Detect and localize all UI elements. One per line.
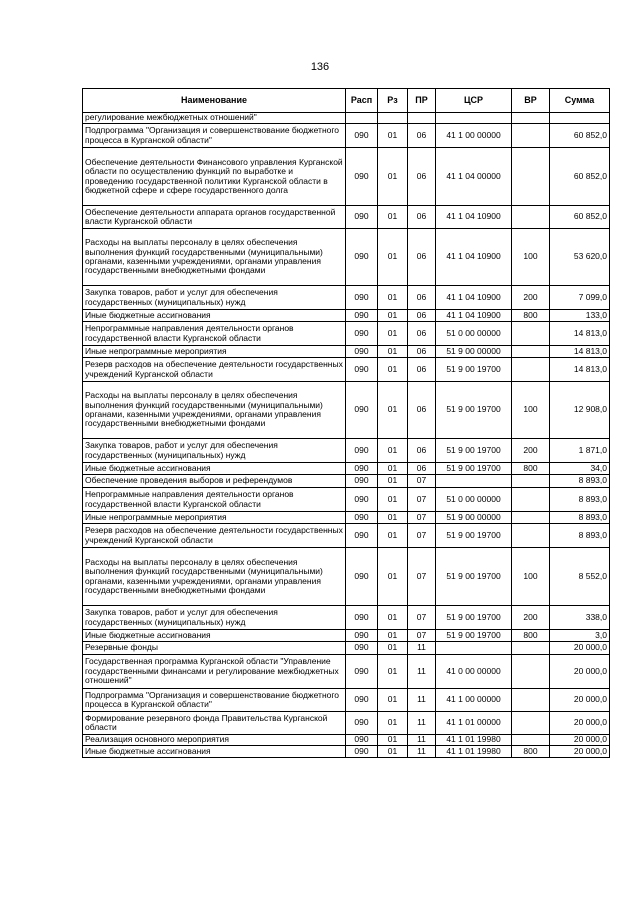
cell-csr	[436, 475, 512, 488]
cell-rz: 01	[378, 229, 408, 286]
cell-vr	[512, 642, 550, 655]
cell-vr: 200	[512, 606, 550, 630]
cell-csr: 41 1 01 19980	[436, 735, 512, 746]
cell-sum: 60 852,0	[550, 206, 610, 229]
cell-csr: 51 9 00 19700	[436, 630, 512, 642]
cell-name: Непрограммные направления деятельности органов государственной власти Курганской области	[83, 322, 346, 346]
cell-csr	[436, 642, 512, 655]
cell-vr: 100	[512, 548, 550, 606]
cell-rz: 01	[378, 439, 408, 463]
cell-pr: 07	[408, 630, 436, 642]
table-row	[83, 148, 610, 206]
cell-rasp: 090	[346, 475, 378, 488]
cell-pr: 06	[408, 322, 436, 346]
table-row	[83, 206, 610, 229]
cell-rz: 01	[378, 310, 408, 322]
cell-csr: 51 9 00 19700	[436, 548, 512, 606]
cell-rz: 01	[378, 286, 408, 310]
cell-rasp: 090	[346, 524, 378, 548]
cell-name: Иные бюджетные ассигнования	[83, 746, 346, 758]
cell-vr: 800	[512, 310, 550, 322]
cell-rasp: 090	[346, 548, 378, 606]
cell-rz: 01	[378, 689, 408, 712]
table-row	[83, 286, 610, 310]
cell-name: регулирование межбюджетных отношений"	[83, 113, 346, 124]
cell-csr: 51 9 00 00000	[436, 346, 512, 358]
cell-pr: 06	[408, 358, 436, 382]
cell-vr: 200	[512, 286, 550, 310]
cell-rasp: 090	[346, 512, 378, 524]
cell-rasp: 090	[346, 124, 378, 148]
header-vr: ВР	[512, 89, 550, 113]
cell-csr: 41 1 04 10900	[436, 310, 512, 322]
cell-vr	[512, 512, 550, 524]
cell-rasp: 090	[346, 689, 378, 712]
cell-sum: 8 893,0	[550, 512, 610, 524]
cell-rz: 01	[378, 463, 408, 475]
cell-sum	[550, 113, 610, 124]
header-rasp: Расп	[346, 89, 378, 113]
cell-name: Иные бюджетные ассигнования	[83, 630, 346, 642]
cell-rasp: 090	[346, 606, 378, 630]
header-pr: ПР	[408, 89, 436, 113]
cell-rasp	[346, 113, 378, 124]
cell-rz	[378, 113, 408, 124]
table-row	[83, 475, 610, 488]
table-row	[83, 524, 610, 548]
cell-rz: 01	[378, 382, 408, 439]
table-row	[83, 606, 610, 630]
cell-rasp: 090	[346, 310, 378, 322]
cell-rz: 01	[378, 524, 408, 548]
cell-rasp: 090	[346, 463, 378, 475]
table-row	[83, 689, 610, 712]
cell-rasp: 090	[346, 712, 378, 735]
cell-name: Закупка товаров, работ и услуг для обеспечения государственных (муниципальных) нужд	[83, 286, 346, 310]
cell-vr	[512, 655, 550, 689]
cell-sum: 14 813,0	[550, 346, 610, 358]
cell-name: Государственная программа Курганской области "Управление государственными финансами и регулирование межбюджетных отношений"	[83, 655, 346, 689]
table-row	[83, 512, 610, 524]
table-row	[83, 322, 610, 346]
table-row	[83, 113, 610, 124]
cell-rz: 01	[378, 512, 408, 524]
cell-sum: 20 000,0	[550, 689, 610, 712]
table-row	[83, 346, 610, 358]
cell-rasp: 090	[346, 229, 378, 286]
cell-sum: 8 893,0	[550, 475, 610, 488]
cell-csr: 41 0 00 00000	[436, 655, 512, 689]
cell-sum: 34,0	[550, 463, 610, 475]
cell-vr	[512, 148, 550, 206]
cell-rasp: 090	[346, 382, 378, 439]
cell-pr: 06	[408, 229, 436, 286]
cell-pr: 11	[408, 735, 436, 746]
cell-rasp: 090	[346, 206, 378, 229]
cell-sum: 8 893,0	[550, 488, 610, 512]
cell-pr	[408, 113, 436, 124]
cell-sum: 60 852,0	[550, 148, 610, 206]
budget-table	[82, 88, 610, 758]
cell-name: Расходы на выплаты персоналу в целях обеспечения выполнения функций государственными (муниципальными) органами, казенными учреждениями, органами управления государственными внебюджетными фондами	[83, 548, 346, 606]
cell-rasp: 090	[346, 358, 378, 382]
cell-pr: 06	[408, 463, 436, 475]
cell-csr: 41 1 01 00000	[436, 712, 512, 735]
cell-pr: 11	[408, 655, 436, 689]
cell-rasp: 090	[346, 286, 378, 310]
cell-pr: 11	[408, 712, 436, 735]
cell-pr: 06	[408, 206, 436, 229]
table-header-row	[83, 89, 610, 113]
cell-csr: 41 1 00 00000	[436, 124, 512, 148]
cell-rasp: 090	[346, 655, 378, 689]
cell-vr	[512, 488, 550, 512]
cell-vr	[512, 735, 550, 746]
cell-vr	[512, 524, 550, 548]
table-row	[83, 655, 610, 689]
cell-sum: 14 813,0	[550, 358, 610, 382]
cell-rasp: 090	[346, 148, 378, 206]
cell-sum: 133,0	[550, 310, 610, 322]
table-body	[83, 113, 610, 758]
cell-name: Расходы на выплаты персоналу в целях обеспечения выполнения функций государственными (муниципальными) органами, казенными учреждениями, органами управления государственными внебюджетными фондами	[83, 229, 346, 286]
cell-csr: 51 9 00 19700	[436, 463, 512, 475]
cell-name: Обеспечение деятельности аппарата органов государственной власти Курганской области	[83, 206, 346, 229]
cell-csr: 41 1 04 10900	[436, 229, 512, 286]
cell-rz: 01	[378, 735, 408, 746]
cell-rasp: 090	[346, 746, 378, 758]
cell-sum: 7 099,0	[550, 286, 610, 310]
cell-pr: 07	[408, 512, 436, 524]
table-row	[83, 463, 610, 475]
table-row	[83, 642, 610, 655]
cell-csr: 51 9 00 19700	[436, 382, 512, 439]
cell-name: Реализация основного мероприятия	[83, 735, 346, 746]
cell-name: Подпрограмма "Организация и совершенствование бюджетного процесса в Курганской области"	[83, 124, 346, 148]
cell-vr	[512, 346, 550, 358]
table-row	[83, 548, 610, 606]
cell-sum: 8 552,0	[550, 548, 610, 606]
cell-rz: 01	[378, 642, 408, 655]
cell-name: Резервные фонды	[83, 642, 346, 655]
cell-name: Закупка товаров, работ и услуг для обеспечения государственных (муниципальных) нужд	[83, 606, 346, 630]
cell-pr: 06	[408, 286, 436, 310]
cell-rz: 01	[378, 358, 408, 382]
header-rz: Рз	[378, 89, 408, 113]
cell-name: Закупка товаров, работ и услуг для обеспечения государственных (муниципальных) нужд	[83, 439, 346, 463]
cell-pr: 06	[408, 346, 436, 358]
cell-rz: 01	[378, 148, 408, 206]
cell-pr: 11	[408, 642, 436, 655]
table-row	[83, 630, 610, 642]
cell-rasp: 090	[346, 630, 378, 642]
cell-csr: 51 9 00 19700	[436, 524, 512, 548]
cell-rasp: 090	[346, 735, 378, 746]
cell-csr	[436, 113, 512, 124]
cell-rz: 01	[378, 124, 408, 148]
table-row	[83, 310, 610, 322]
cell-csr: 51 0 00 00000	[436, 322, 512, 346]
cell-csr: 51 9 00 19700	[436, 439, 512, 463]
cell-name: Резерв расходов на обеспечение деятельности государственных учреждений Курганской области	[83, 358, 346, 382]
cell-vr	[512, 322, 550, 346]
cell-rz: 01	[378, 206, 408, 229]
cell-csr: 51 9 00 19700	[436, 606, 512, 630]
cell-csr: 51 9 00 00000	[436, 512, 512, 524]
cell-rz: 01	[378, 630, 408, 642]
cell-vr	[512, 689, 550, 712]
cell-sum: 20 000,0	[550, 735, 610, 746]
cell-csr: 51 0 00 00000	[436, 488, 512, 512]
cell-vr	[512, 206, 550, 229]
table-row	[83, 488, 610, 512]
cell-vr: 800	[512, 746, 550, 758]
cell-rasp: 090	[346, 439, 378, 463]
cell-sum: 338,0	[550, 606, 610, 630]
cell-sum: 14 813,0	[550, 322, 610, 346]
cell-csr: 41 1 04 10900	[436, 206, 512, 229]
cell-vr: 200	[512, 439, 550, 463]
cell-name: Иные непрограммные мероприятия	[83, 346, 346, 358]
table-row	[83, 124, 610, 148]
cell-sum: 60 852,0	[550, 124, 610, 148]
cell-vr	[512, 475, 550, 488]
cell-sum: 20 000,0	[550, 655, 610, 689]
cell-pr: 06	[408, 439, 436, 463]
cell-sum: 1 871,0	[550, 439, 610, 463]
cell-rz: 01	[378, 346, 408, 358]
cell-rz: 01	[378, 655, 408, 689]
cell-pr: 07	[408, 548, 436, 606]
cell-pr: 06	[408, 148, 436, 206]
cell-rz: 01	[378, 488, 408, 512]
cell-rz: 01	[378, 712, 408, 735]
cell-vr	[512, 358, 550, 382]
cell-name: Подпрограмма "Организация и совершенствование бюджетного процесса в Курганской области"	[83, 689, 346, 712]
cell-sum: 12 908,0	[550, 382, 610, 439]
cell-pr: 06	[408, 310, 436, 322]
cell-name: Непрограммные направления деятельности органов государственной власти Курганской области	[83, 488, 346, 512]
cell-vr: 800	[512, 463, 550, 475]
cell-pr: 11	[408, 746, 436, 758]
cell-pr: 06	[408, 124, 436, 148]
header-sum: Сумма	[550, 89, 610, 113]
cell-rasp: 090	[346, 642, 378, 655]
cell-rz: 01	[378, 606, 408, 630]
cell-name: Иные непрограммные мероприятия	[83, 512, 346, 524]
cell-rasp: 090	[346, 322, 378, 346]
page-number: 136	[310, 61, 330, 73]
cell-pr: 11	[408, 689, 436, 712]
table-row	[83, 735, 610, 746]
cell-name: Формирование резервного фонда Правительства Курганской области	[83, 712, 346, 735]
cell-pr: 07	[408, 488, 436, 512]
cell-csr: 41 1 04 00000	[436, 148, 512, 206]
table-row	[83, 358, 610, 382]
cell-pr: 07	[408, 524, 436, 548]
cell-vr: 100	[512, 229, 550, 286]
cell-name: Иные бюджетные ассигнования	[83, 310, 346, 322]
cell-sum: 20 000,0	[550, 746, 610, 758]
table-row	[83, 712, 610, 735]
cell-sum: 8 893,0	[550, 524, 610, 548]
cell-csr: 41 1 04 10900	[436, 286, 512, 310]
cell-sum: 3,0	[550, 630, 610, 642]
cell-name: Расходы на выплаты персоналу в целях обеспечения выполнения функций государственными (муниципальными) органами, казенными учреждениями, органами управления государственными внебюджетными фондами	[83, 382, 346, 439]
cell-rz: 01	[378, 322, 408, 346]
table-row	[83, 229, 610, 286]
cell-rz: 01	[378, 746, 408, 758]
cell-name: Иные бюджетные ассигнования	[83, 463, 346, 475]
cell-name: Обеспечение деятельности Финансового управления Курганской области по осуществлению функций по выработке и проведению государственной политики Курганской области в бюджетной сфере и сфере государственного долга	[83, 148, 346, 206]
header-csr: ЦСР	[436, 89, 512, 113]
cell-sum: 20 000,0	[550, 642, 610, 655]
cell-vr	[512, 113, 550, 124]
cell-vr: 100	[512, 382, 550, 439]
cell-rz: 01	[378, 548, 408, 606]
cell-rasp: 090	[346, 346, 378, 358]
cell-pr: 07	[408, 606, 436, 630]
cell-vr: 800	[512, 630, 550, 642]
cell-csr: 41 1 00 00000	[436, 689, 512, 712]
table-row	[83, 382, 610, 439]
header-name: Наименование	[83, 89, 346, 113]
cell-rasp: 090	[346, 488, 378, 512]
table-row	[83, 439, 610, 463]
cell-sum: 53 620,0	[550, 229, 610, 286]
cell-pr: 06	[408, 382, 436, 439]
cell-vr	[512, 712, 550, 735]
cell-csr: 41 1 01 19980	[436, 746, 512, 758]
table-row	[83, 746, 610, 758]
cell-sum: 20 000,0	[550, 712, 610, 735]
cell-name: Обеспечение проведения выборов и референдумов	[83, 475, 346, 488]
cell-name: Резерв расходов на обеспечение деятельности государственных учреждений Курганской области	[83, 524, 346, 548]
cell-csr: 51 9 00 19700	[436, 358, 512, 382]
cell-rz: 01	[378, 475, 408, 488]
cell-vr	[512, 124, 550, 148]
cell-pr: 07	[408, 475, 436, 488]
